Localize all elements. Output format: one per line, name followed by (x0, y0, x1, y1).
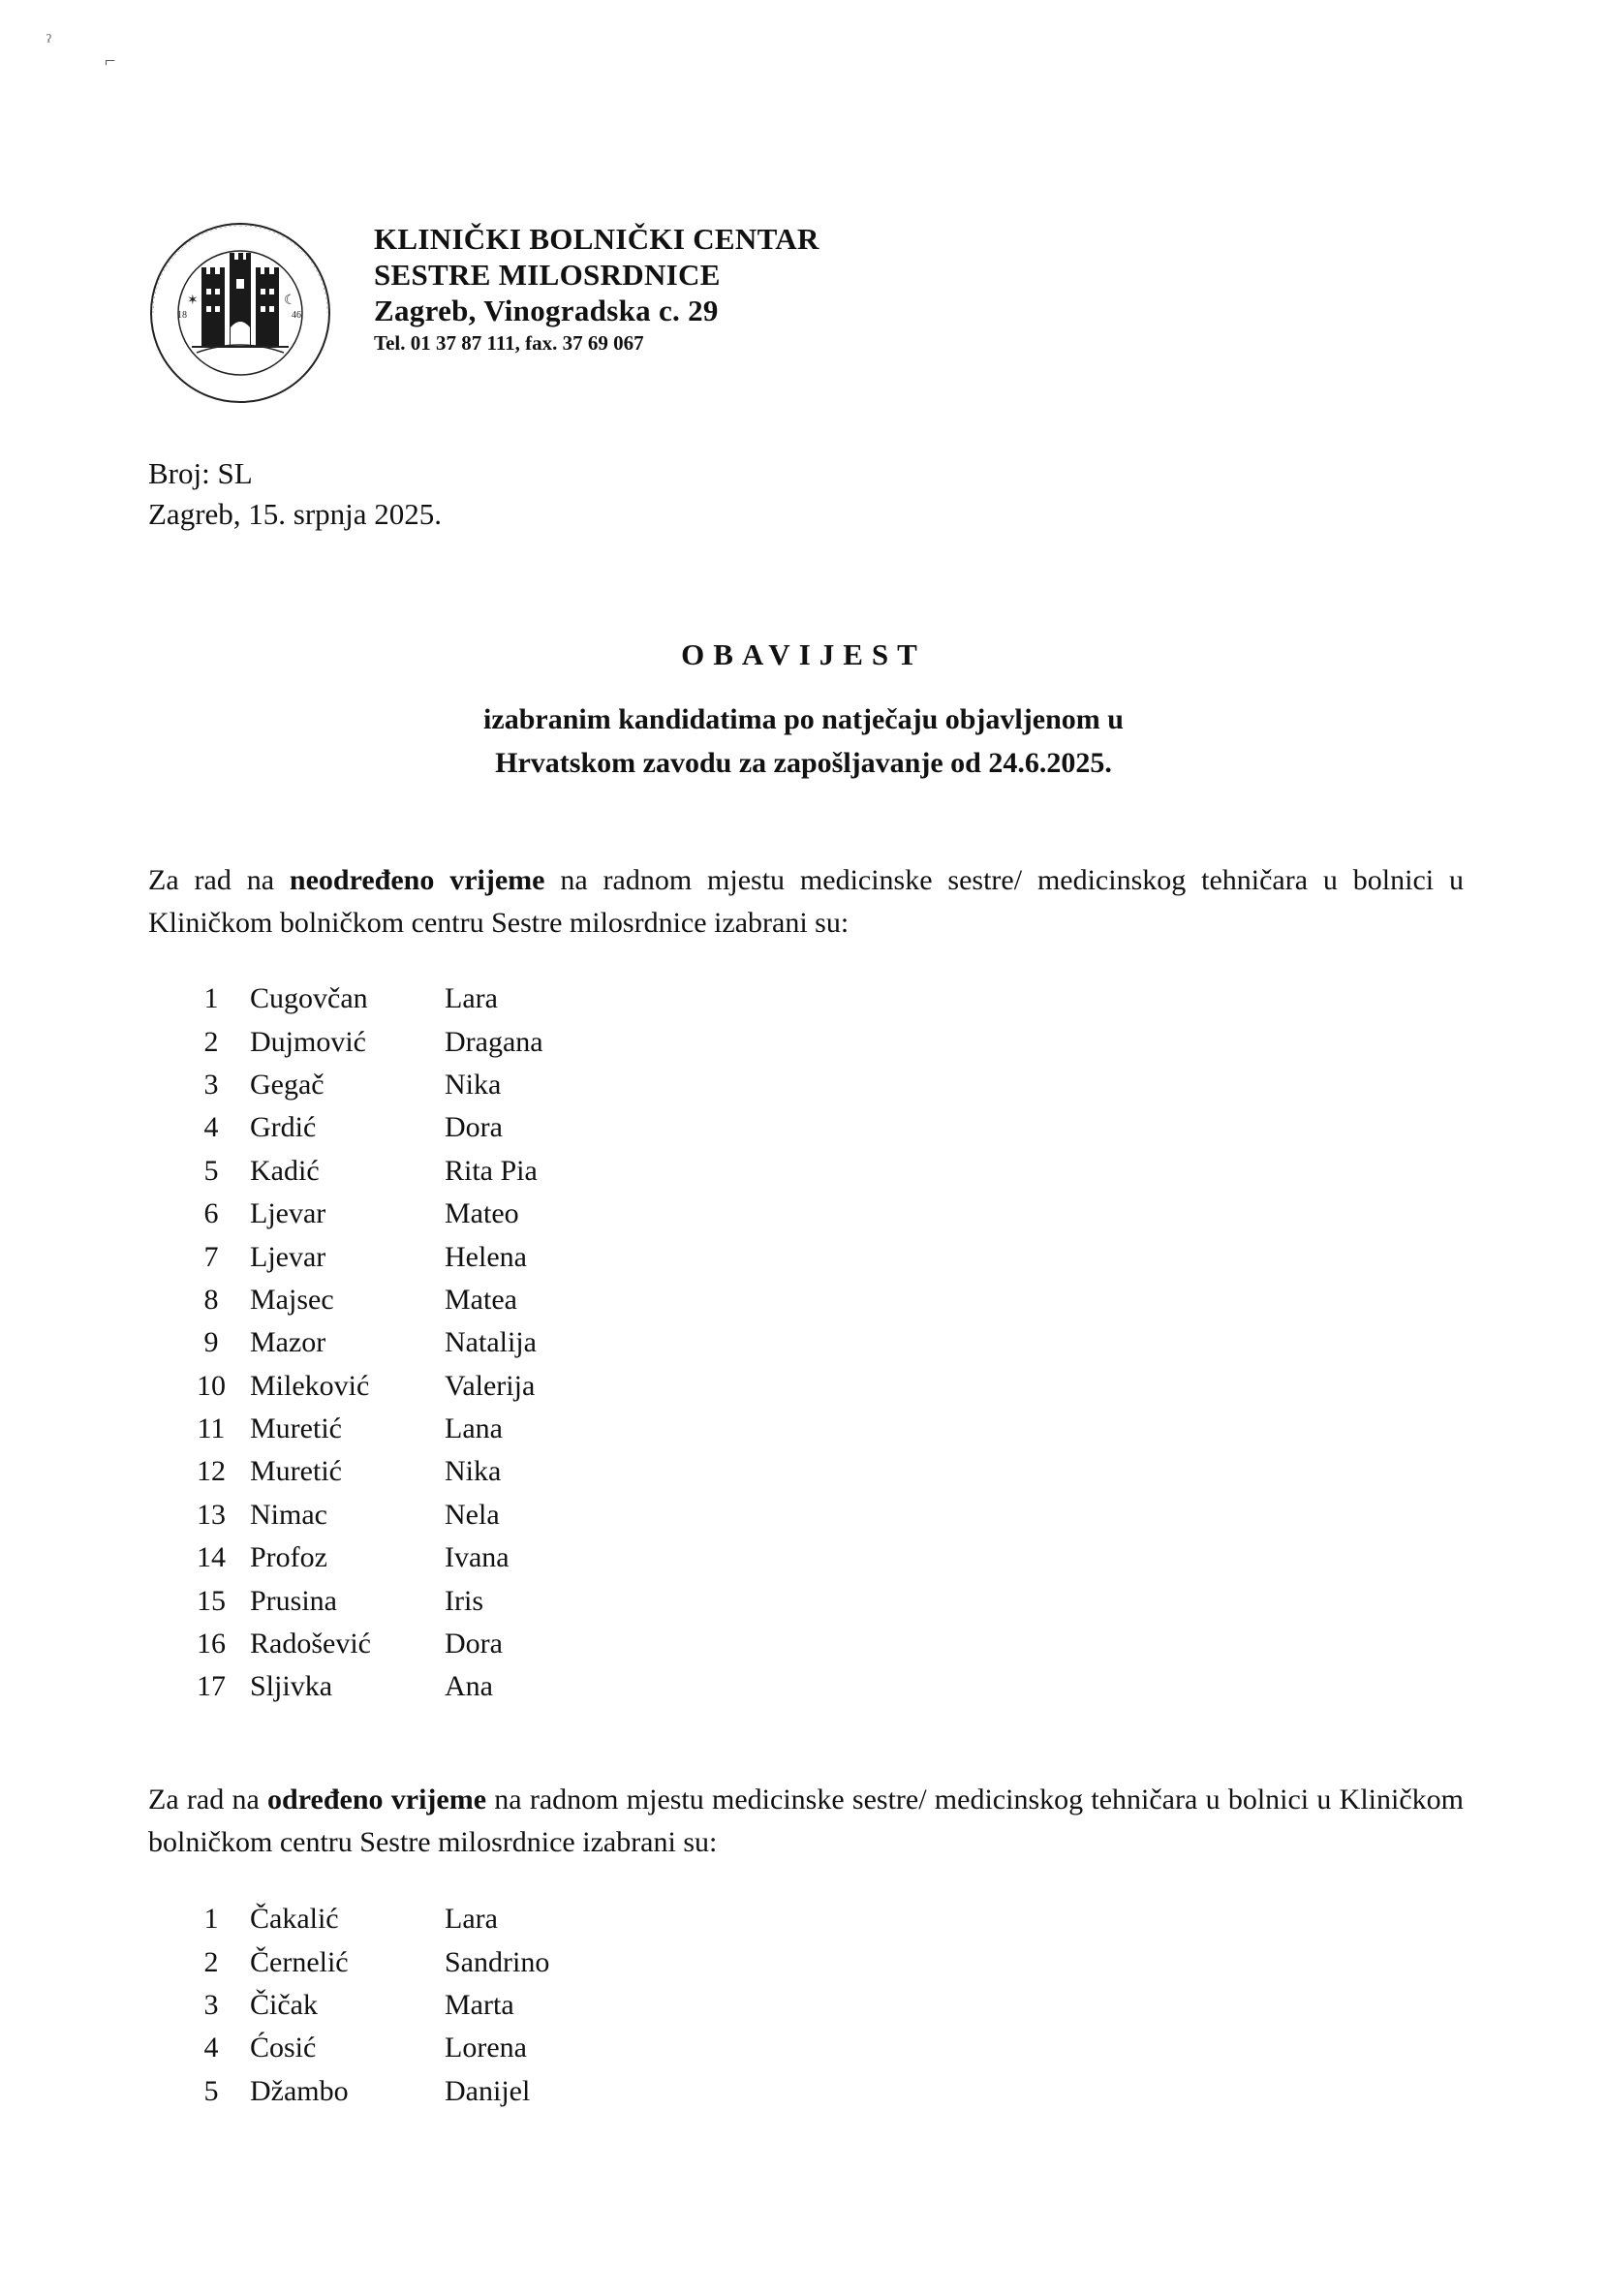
candidate-number: 17 (197, 1670, 226, 1703)
candidate-first-name: Lara (445, 1903, 498, 1936)
candidate-row (172, 1321, 696, 1364)
candidate-number: 5 (203, 2074, 219, 2107)
document-title: OBAVIJEST (681, 637, 926, 671)
candidate-first-name: Danijel (445, 2074, 531, 2107)
candidate-first-name: Lara (445, 982, 498, 1015)
candidate-row (172, 1623, 696, 1665)
institution-subname: SESTRE MILOSRDNICE (374, 258, 721, 292)
place-date: Zagreb, 15. srpnja 2025. (148, 497, 443, 531)
candidate-row (172, 1064, 696, 1106)
candidate-first-name: Ivana (445, 1541, 510, 1574)
hospital-seal-logo (148, 221, 332, 405)
candidate-surname: Nimac (250, 1498, 327, 1531)
institution-name: KLINIČKI BOLNIČKI CENTAR (374, 222, 819, 256)
candidate-row (172, 1020, 696, 1063)
candidate-surname: Profoz (250, 1541, 327, 1574)
candidate-row (172, 2070, 696, 2113)
candidate-number: 13 (197, 1498, 226, 1531)
svg-text:18: 18 (177, 310, 187, 321)
candidate-surname: Džambo (250, 2074, 349, 2107)
candidate-row (172, 1150, 696, 1193)
candidate-number: 5 (203, 1154, 219, 1187)
candidate-number: 2 (203, 1945, 219, 1978)
candidate-surname: Ljevar (250, 1240, 326, 1273)
candidate-number: 6 (203, 1197, 219, 1230)
candidate-surname: Ljevar (250, 1197, 326, 1230)
contract-type-emphasis: određeno vrijeme (267, 1784, 487, 1815)
candidate-first-name: Sandrino (445, 1945, 550, 1978)
candidate-row (172, 1408, 696, 1450)
document-meta (148, 453, 442, 535)
candidate-first-name: Helena (445, 1240, 527, 1273)
candidate-row (172, 977, 696, 1020)
candidate-surname: Prusina (250, 1584, 337, 1617)
candidate-row (172, 1984, 696, 2027)
candidate-row (172, 1665, 696, 1708)
candidate-row (172, 1450, 696, 1493)
candidate-row (172, 1279, 696, 1321)
document-subtitle (0, 698, 1607, 785)
candidate-first-name: Nika (445, 1455, 502, 1488)
candidate-number: 14 (197, 1541, 226, 1574)
candidate-surname: Sljivka (250, 1670, 333, 1703)
candidate-surname: Radošević (250, 1628, 371, 1660)
candidate-number: 4 (203, 1111, 219, 1144)
candidate-number: 9 (203, 1326, 219, 1359)
candidate-first-name: Dora (445, 1628, 503, 1660)
candidate-number: 7 (203, 1240, 219, 1273)
candidate-surname: Čakalić (250, 1903, 339, 1936)
candidate-number: 12 (197, 1455, 226, 1488)
candidate-surname: Muretić (250, 1455, 342, 1488)
candidate-row (172, 1579, 696, 1622)
scan-mark: ⌐ (105, 50, 116, 72)
section-fixed-term-intro (148, 1779, 1464, 1864)
intro-text: Za rad na (148, 1784, 268, 1815)
candidate-surname: Muretić (250, 1412, 342, 1445)
candidate-first-name: Marta (445, 1988, 514, 2021)
svg-text:46: 46 (292, 310, 301, 321)
candidate-row (172, 1898, 696, 1940)
candidate-number: 10 (197, 1369, 226, 1402)
candidate-surname: Čičak (250, 1988, 318, 2021)
candidate-list-permanent (172, 977, 696, 1709)
candidate-first-name: Nika (445, 1068, 502, 1101)
candidate-surname: Majsec (250, 1283, 334, 1316)
svg-text:☾: ☾ (284, 294, 296, 308)
candidate-row (172, 1494, 696, 1536)
candidate-first-name: Rita Pia (445, 1154, 538, 1187)
letterhead (374, 221, 819, 357)
candidate-first-name: Natalija (445, 1326, 537, 1359)
candidate-number: 3 (203, 1068, 219, 1101)
candidate-first-name: Iris (445, 1584, 483, 1617)
intro-text: na radnom mjestu medicinske sestre/ medicinskog tehničara u bolnici u Kliničkom bolničkom centru Sestre milosrdnice izabrani su: (148, 1784, 1464, 1858)
candidate-list-fixed-term (172, 1898, 696, 2113)
candidate-first-name: Lana (445, 1412, 503, 1445)
candidate-first-name: Nela (445, 1498, 500, 1531)
candidate-number: 1 (203, 1903, 219, 1936)
candidate-number: 4 (203, 2032, 219, 2064)
candidate-surname: Kadić (250, 1154, 320, 1187)
candidate-first-name: Matea (445, 1283, 517, 1316)
svg-text:✶: ✶ (187, 294, 199, 308)
subtitle-line-2: Hrvatskom zavodu za zapošljavanje od 24.6.2025. (495, 747, 1112, 779)
reference-number: Broj: SL (148, 456, 253, 490)
candidate-number: 8 (203, 1283, 219, 1316)
candidate-number: 11 (197, 1412, 226, 1445)
candidate-number: 15 (197, 1584, 226, 1617)
candidate-surname: Dujmović (250, 1025, 366, 1058)
candidate-surname: Gegač (250, 1068, 324, 1101)
candidate-surname: Mazor (250, 1326, 326, 1359)
candidate-first-name: Mateo (445, 1197, 519, 1230)
candidate-row (172, 2027, 696, 2069)
section-permanent-intro (148, 859, 1464, 945)
candidate-first-name: Valerija (445, 1369, 536, 1402)
candidate-row (172, 1193, 696, 1235)
candidate-number: 3 (203, 1988, 219, 2021)
institution-contact: Tel. 01 37 87 111, fax. 37 69 067 (374, 331, 644, 355)
candidate-row (172, 1365, 696, 1408)
candidate-first-name: Lorena (445, 2032, 527, 2064)
intro-text: na radnom mjestu medicinske sestre/ medicinskog tehničara u bolnici u Kliničkom bolničkom centru Sestre milosrdnice izabrani su: (148, 864, 1464, 939)
candidate-row (172, 1536, 696, 1579)
candidate-surname: Černelić (250, 1945, 349, 1978)
candidate-number: 16 (197, 1628, 226, 1660)
candidate-first-name: Ana (445, 1670, 493, 1703)
intro-text: Za rad na (148, 864, 290, 896)
candidate-surname: Cugovčan (250, 982, 368, 1015)
candidate-number: 2 (203, 1025, 219, 1058)
candidate-surname: Ćosić (250, 2032, 317, 2064)
candidate-row (172, 1235, 696, 1278)
scan-mark: ˀ (46, 31, 51, 52)
candidate-number: 1 (203, 982, 219, 1015)
candidate-row (172, 1940, 696, 1983)
contract-type-emphasis: neodređeno vrijeme (289, 864, 545, 896)
institution-address: Zagreb, Vinogradska c. 29 (374, 294, 719, 327)
candidate-row (172, 1106, 696, 1149)
candidate-first-name: Dora (445, 1111, 503, 1144)
candidate-surname: Mileković (250, 1369, 370, 1402)
subtitle-line-1: izabranim kandidatima po natječaju objavljenom u (483, 703, 1124, 735)
candidate-first-name: Dragana (445, 1025, 543, 1058)
candidate-surname: Grdić (250, 1111, 317, 1144)
